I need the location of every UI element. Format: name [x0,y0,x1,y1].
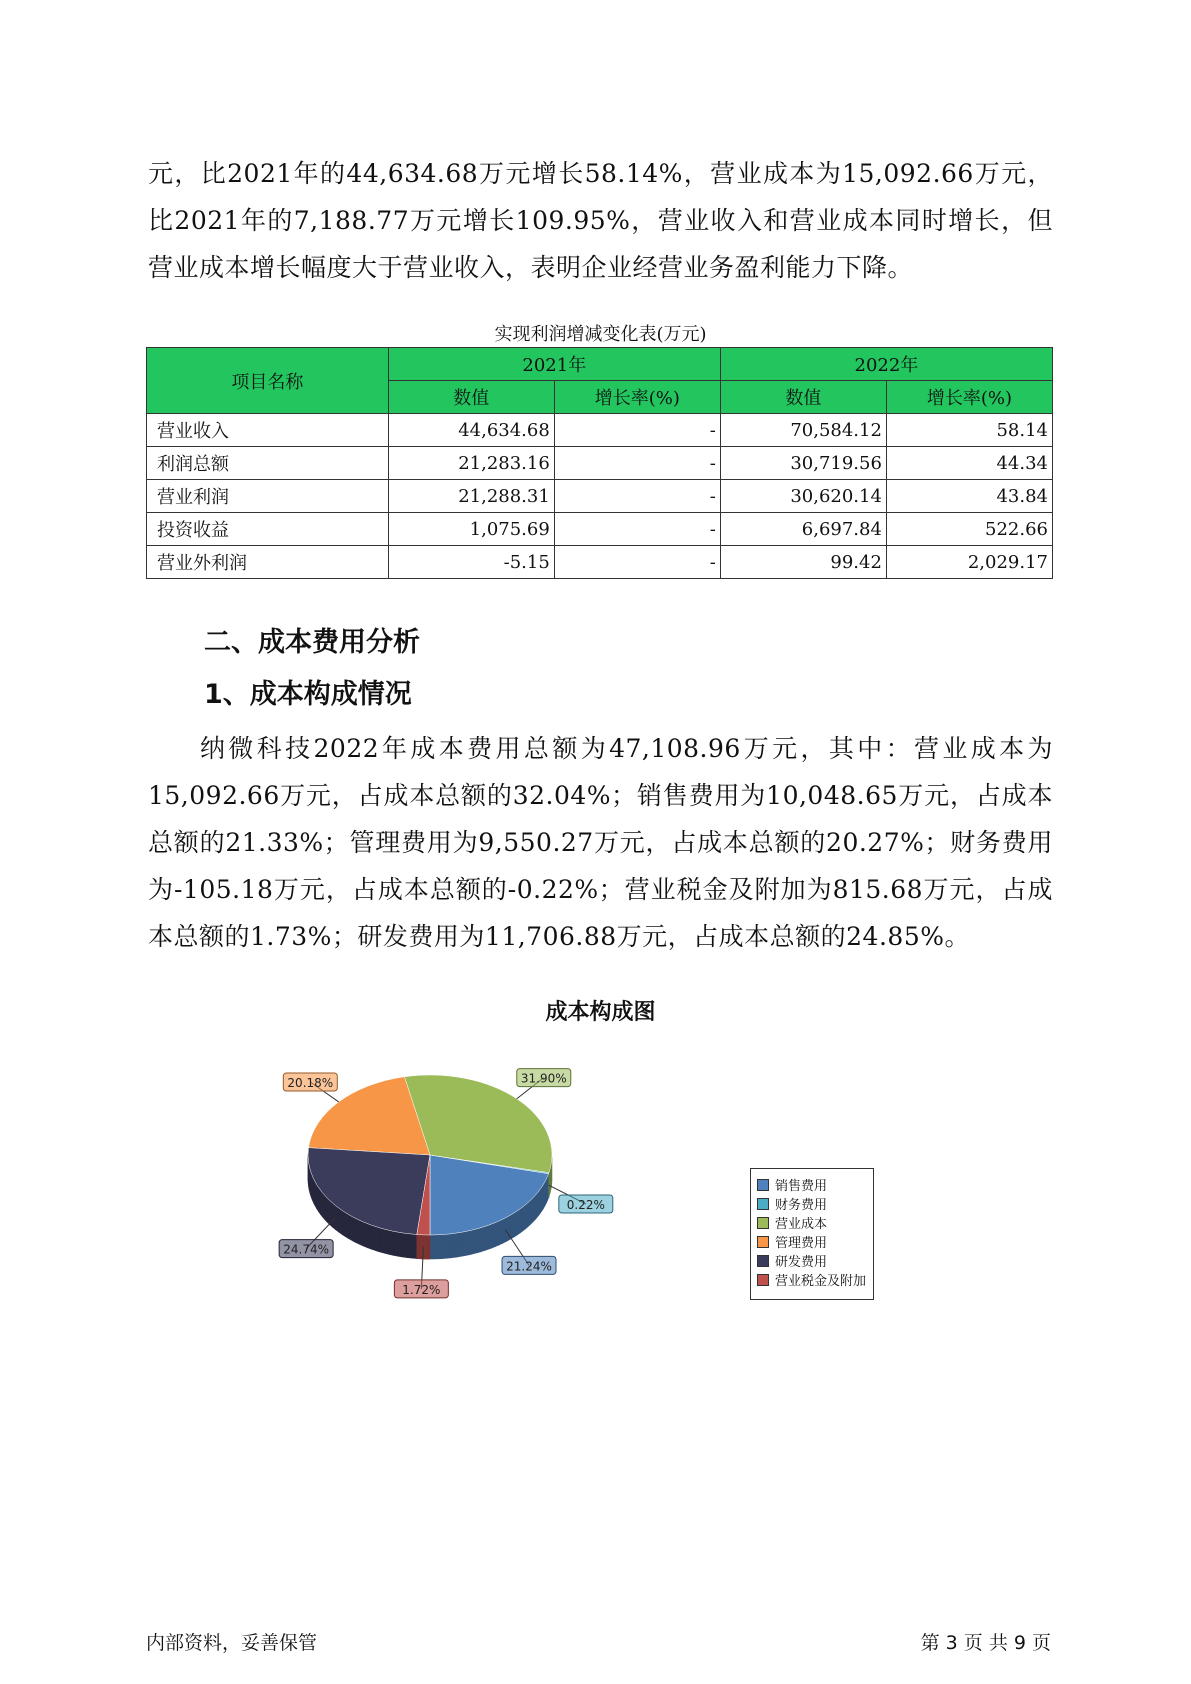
pie-side-销售费用 [523,1205,526,1231]
pie-side-研发费用 [364,1222,368,1248]
pie-side-研发费用 [339,1208,342,1234]
pie-side-研发费用 [403,1233,408,1258]
pie-side-研发费用 [407,1234,412,1259]
legend-item [757,1270,867,1289]
value-2022: 70,584.12 [720,414,886,447]
pie-side-销售费用 [446,1234,450,1258]
cost-paragraph: 纳微科技2022年成本费用总额为47,108.96万元，其中：营业成本为15,092.66万元，占成本总额的32.04%；销售费用为10,048.65万元，占成本总额的21.33%；管理费用为9,550.27万元，占成本总额的20.27%；财务费用为-105.18万元，占成本总额的-0.22%；营业税金及附加为815.68万元，占成本总额的1.73%；研发费用为11,706.88万元，占成本总额的24.85%。 [148,734,1053,951]
pie-side-销售费用 [515,1211,518,1237]
pie-side-研发费用 [345,1213,348,1239]
chart-title: 成本构成图 [545,1000,656,1025]
legend-label: 营业税金及附加 [775,1274,867,1289]
table-row [147,513,1053,546]
table-row [147,447,1053,480]
intro-paragraph: 元，比2021年的44,634.68万元增长58.14%，营业成本为15,092.66万元，比2021年的7,188.77万元增长109.95%，营业收入和营业成本同时增长，但营业成本增长幅度大于营业收入，表明企业经营业务盈利能力下降。 [148,159,1053,282]
header-item-name: 项目名称 [147,348,389,414]
pie-side-销售费用 [489,1224,493,1249]
value-2022: 30,719.56 [720,447,886,480]
pie-side-研发费用 [372,1225,376,1250]
data-label: 0.22% [566,1198,605,1213]
rate-2021: - [554,480,720,513]
rate-2021: - [554,447,720,480]
legend-item [757,1213,867,1232]
header-value-2022: 数值 [720,381,886,414]
legend-swatch [757,1236,769,1248]
rate-2022: 44.34 [886,447,1052,480]
row-name: 利润总额 [147,447,389,480]
pie-side-销售费用 [499,1219,502,1245]
pie-side-销售费用 [485,1225,489,1250]
data-label: 31.90% [520,1071,567,1086]
legend-item [757,1232,867,1251]
legend-label: 研发费用 [775,1255,828,1270]
value-2021: -5.15 [388,546,554,579]
chart-legend [750,1168,874,1300]
pie-side-研发费用 [398,1232,403,1257]
rate-2021: - [554,513,720,546]
pie-side-销售费用 [454,1233,458,1258]
value-2021: 21,283.16 [388,447,554,480]
pie-side-研发费用 [360,1220,364,1246]
pie-side-销售费用 [496,1221,499,1246]
rate-2022: 58.14 [886,414,1052,447]
legend-swatch [757,1179,769,1191]
pie-side-销售费用 [442,1234,446,1258]
header-year-2022: 2022年 [720,348,1052,381]
legend-label: 财务费用 [775,1198,828,1213]
row-name: 营业利润 [147,480,389,513]
header-value-2021: 数值 [388,381,554,414]
pie-side-研发费用 [342,1210,345,1236]
value-2022: 6,697.84 [720,513,886,546]
rate-2022: 2,029.17 [886,546,1052,579]
pie-side-研发费用 [320,1190,322,1217]
profit-change-table [146,347,1053,579]
legend-swatch [757,1217,769,1229]
pie-side-销售费用 [430,1235,434,1259]
pie-side-营业成本 [549,1169,550,1197]
row-name: 投资收益 [147,513,389,546]
header-rate-2021: 增长率(%) [554,381,720,414]
rate-2022: 522.66 [886,513,1052,546]
legend-swatch [757,1274,769,1286]
pie-side-销售费用 [505,1216,508,1242]
header-year-2021: 2021年 [388,348,720,381]
legend-swatch [757,1198,769,1210]
pie-side-研发费用 [356,1219,360,1245]
data-label: 24.74% [283,1242,330,1257]
table-caption: 实现利润增减变化表(万元) [494,324,707,345]
pie-side-销售费用 [474,1229,478,1254]
pie-side-销售费用 [520,1207,523,1233]
pie-side-研发费用 [322,1193,324,1220]
table-row [147,414,1053,447]
pie-side-销售费用 [470,1230,474,1255]
pie-side-销售费用 [512,1213,515,1239]
pie-side-研发费用 [336,1206,339,1232]
pie-side-销售费用 [533,1196,535,1222]
pie-side-研发费用 [376,1227,380,1252]
pie-side-销售费用 [481,1226,485,1251]
legend-swatch [757,1255,769,1267]
value-2021: 44,634.68 [388,414,554,447]
row-name: 营业收入 [147,414,389,447]
page-number: 第 3 页 共 9 页 [920,1632,1051,1654]
pie-side-研发费用 [389,1230,393,1255]
rate-2021: - [554,546,720,579]
pie-side-销售费用 [434,1235,438,1259]
pie-side-研发费用 [325,1195,327,1222]
pie-side-研发费用 [394,1231,399,1256]
footer-note: 内部资料，妥善保管 [146,1632,318,1654]
pie-side-销售费用 [518,1209,521,1235]
pie-side-销售费用 [492,1222,495,1247]
pie-side-销售费用 [458,1232,462,1257]
legend-item [757,1175,867,1194]
pie-side-销售费用 [462,1231,466,1256]
legend-item [757,1194,867,1213]
pie-side-销售费用 [526,1203,528,1229]
pie-side-研发费用 [412,1234,417,1258]
value-2022: 30,620.14 [720,480,886,513]
value-2022: 99.42 [720,546,886,579]
pie-side-销售费用 [450,1233,454,1257]
pie-side-销售费用 [502,1218,505,1244]
section-heading: 二、成本费用分析 [204,627,420,658]
table-header-row [147,348,1053,381]
pie-side-销售费用 [530,1198,532,1224]
pie-side-销售费用 [535,1194,537,1220]
legend-label: 销售费用 [775,1179,828,1194]
pie-side-研发费用 [380,1228,384,1253]
pie-side-销售费用 [438,1235,442,1259]
value-2021: 1,075.69 [388,513,554,546]
header-rate-2022: 增长率(%) [886,381,1052,414]
pie-side-研发费用 [385,1229,389,1254]
legend-item [757,1251,867,1270]
subsection-heading: 1、成本构成情况 [204,679,412,710]
pie-top [308,1075,552,1235]
data-label: 21.24% [506,1259,552,1274]
data-label: 1.72% [402,1282,441,1297]
pie-side-销售费用 [466,1231,470,1256]
pie-side-研发费用 [333,1203,336,1229]
pie-side-销售费用 [528,1200,530,1226]
value-2021: 21,288.31 [388,480,554,513]
rate-2021: - [554,414,720,447]
pie-side-销售费用 [478,1228,482,1253]
legend-label: 营业成本 [775,1217,828,1232]
pie-side-研发费用 [349,1215,353,1241]
pie-side-研发费用 [352,1217,356,1243]
legend-label: 管理费用 [775,1236,828,1251]
pie-side-研发费用 [327,1198,330,1225]
table-row [147,480,1053,513]
data-label: 20.18% [287,1075,334,1090]
cost-pie-chart [230,1060,650,1320]
table-row [147,546,1053,579]
rate-2022: 43.84 [886,480,1052,513]
row-name: 营业外利润 [147,546,389,579]
pie-side-研发费用 [368,1224,372,1250]
